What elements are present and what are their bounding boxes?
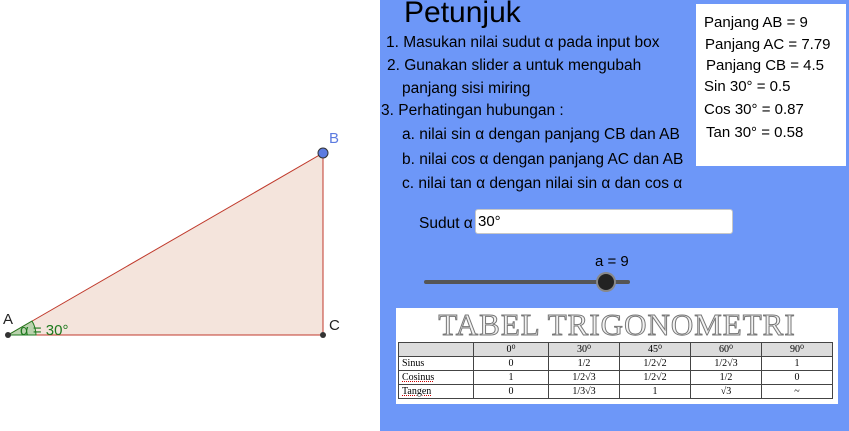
instruction-1: 1. Masukan nilai sudut α pada input box (386, 34, 660, 51)
table-row-label: Sinus (399, 357, 474, 371)
info-panjang-ab: Panjang AB = 9 (704, 14, 808, 31)
table-row-label: Tangen (399, 385, 474, 399)
slider-a-handle[interactable] (598, 274, 614, 290)
table-header-cell: 45⁰ (620, 343, 691, 357)
table-header-cell: 0⁰ (474, 343, 549, 357)
table-cell: 1 (762, 357, 833, 371)
sudut-input[interactable] (475, 209, 733, 234)
table-header-cell: 90⁰ (762, 343, 833, 357)
info-tan: Tan 30° = 0.58 (706, 124, 804, 141)
info-sin: Sin 30° = 0.5 (704, 78, 791, 95)
label-c: C (329, 317, 340, 334)
table-cell: 1 (620, 385, 691, 399)
instruction-3c: c. nilai tan α dengan nilai sin α dan cos α (402, 175, 683, 192)
slider-label: a = 9 (595, 253, 629, 270)
table-header-cell: 60⁰ (691, 343, 762, 357)
info-panjang-ac: Panjang AC = 7.79 (705, 36, 831, 53)
point-a[interactable] (5, 332, 11, 338)
trig-table-image (396, 308, 838, 404)
label-b: B (329, 130, 340, 147)
table-header-row (399, 343, 833, 357)
table-row (399, 371, 833, 385)
table-cell: ~ (762, 385, 833, 399)
table-cell: 1 (474, 371, 549, 385)
table-cell: 1/2 (549, 357, 620, 371)
instruction-3: 3. Perhatingan hubungan : (381, 102, 564, 119)
instruction-2: 2. Gunakan slider a untuk mengubah (387, 57, 642, 74)
table-header-cell: 30⁰ (549, 343, 620, 357)
info-panjang-cb: Panjang CB = 4.5 (706, 57, 825, 74)
point-c[interactable] (320, 332, 326, 338)
table-cell: 1/2 (691, 371, 762, 385)
table-cell: 0 (474, 385, 549, 399)
table-cell: 0 (762, 371, 833, 385)
trig-table-title: TABEL TRIGONOMETRI (438, 307, 796, 342)
table-row-label: Cosinus (399, 371, 474, 385)
table-row (399, 357, 833, 371)
geometry-canvas[interactable] (0, 0, 380, 431)
point-b[interactable] (318, 148, 328, 158)
sudut-label: Sudut α (419, 215, 473, 232)
table-row (399, 385, 833, 399)
label-a: A (3, 311, 14, 328)
table-cell: 0 (474, 357, 549, 371)
table-cell: 1/2√3 (691, 357, 762, 371)
panel-title: Petunjuk (404, 0, 521, 29)
instruction-2-cont: panjang sisi miring (402, 80, 531, 97)
info-cos: Cos 30° = 0.87 (704, 101, 804, 118)
triangle-abc (8, 153, 323, 335)
trig-table (398, 342, 833, 399)
instruction-3a: a. nilai sin α dengan panjang CB dan AB (402, 126, 680, 143)
table-cell: 1/2√2 (620, 357, 691, 371)
table-header-cell (399, 343, 474, 357)
table-cell: √3 (691, 385, 762, 399)
triangle-drawing (0, 0, 380, 431)
instruction-3b: b. nilai cos α dengan panjang AC dan AB (402, 151, 684, 168)
table-cell: 1/3√3 (549, 385, 620, 399)
table-cell: 1/2√3 (549, 371, 620, 385)
angle-label: α = 30° (20, 322, 69, 339)
table-cell: 1/2√2 (620, 371, 691, 385)
